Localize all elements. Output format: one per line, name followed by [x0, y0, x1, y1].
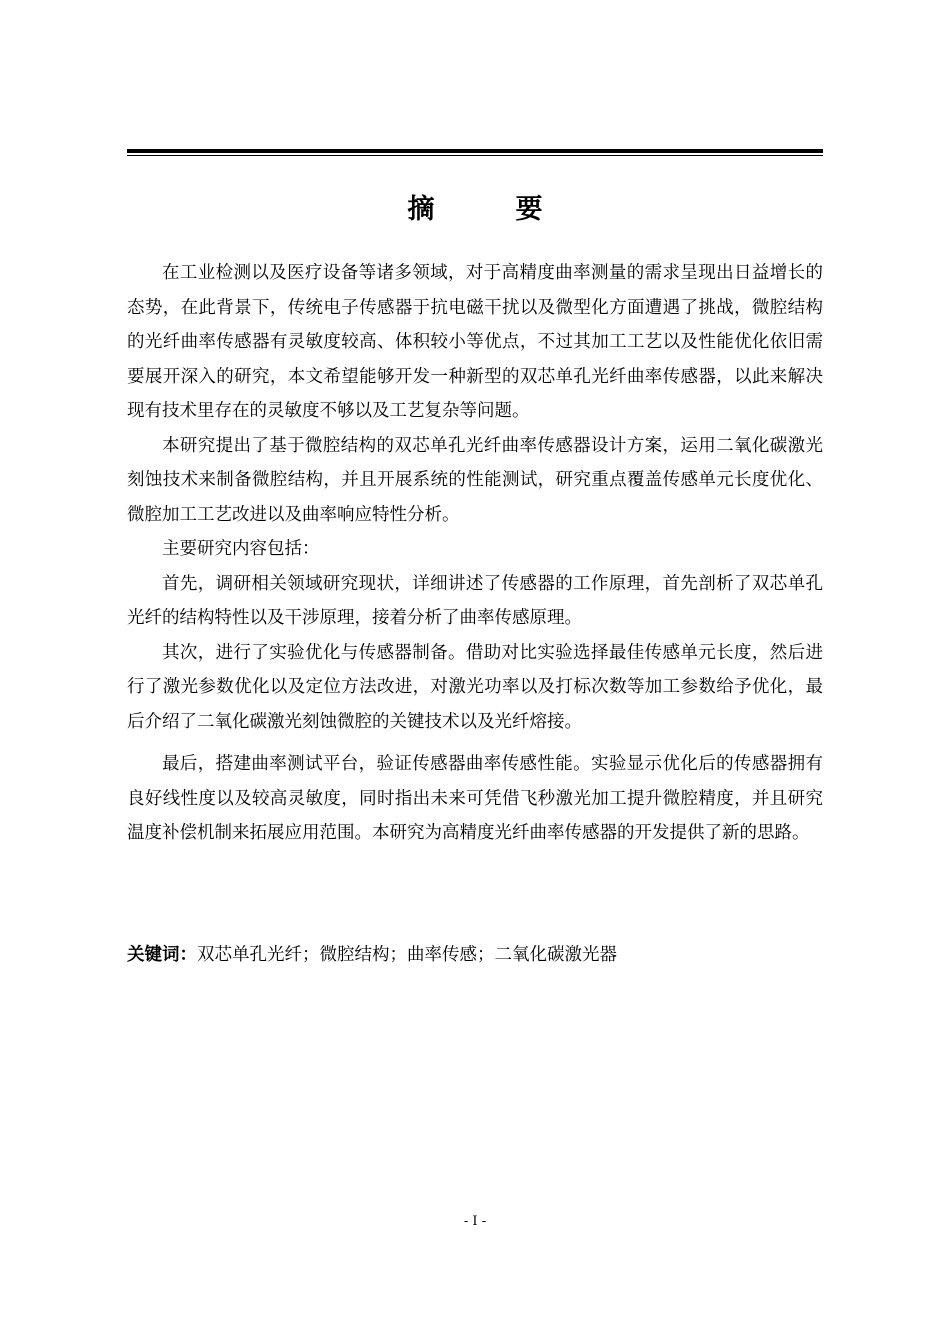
- keywords-text: 双芯单孔光纤；微腔结构；曲率传感；二氧化碳激光器: [197, 945, 617, 965]
- keywords-line: [127, 938, 823, 973]
- header-rule-thick: [127, 149, 823, 153]
- abstract-paragraph-2: 本研究提出了基于微腔结构的双芯单孔光纤曲率传感器设计方案，运用二氧化碳激光刻蚀技术来制备微腔结构，并且开展系统的性能测试，研究重点覆盖传感单元长度优化、微腔加工工艺改进以及曲率响应特性分析。: [127, 435, 823, 525]
- header-rule-thin: [127, 155, 823, 156]
- abstract-paragraph-6: 最后，搭建曲率测试平台，验证传感器曲率传感性能。实验显示优化后的传感器拥有良好线性度以及较高灵敏度，同时指出未来可凭借飞秒激光加工提升微腔精度，并且研究温度补偿机制来拓展应用范围。本研究为高精度光纤曲率传感器的开发提供了新的思路。: [127, 754, 823, 843]
- abstract-paragraph-1: 在工业检测以及医疗设备等诸多领域，对于高精度曲率测量的需求呈现出日益增长的态势，在此背景下，传统电子传感器于抗电磁干扰以及微型化方面遭遇了挑战，微腔结构的光纤曲率传感器有灵敏度较高、体积较小等优点，不过其加工工艺以及性能优化依旧需要展开深入的研究，本文希望能够开发一种新型的双芯单孔光纤曲率传感器，以此来解决现有技术里存在的灵敏度不够以及工艺复杂等问题。: [127, 263, 823, 421]
- keywords-label: 关键词：: [127, 945, 197, 965]
- page-number: - I -: [463, 1214, 487, 1229]
- abstract-paragraph-3: 主要研究内容包括：: [162, 539, 320, 559]
- abstract-body: [127, 256, 823, 851]
- abstract-paragraph-5: 其次，进行了实验优化与传感器制备。借助对比实验选择最佳传感单元长度，然后进行了激光参数优化以及定位方法改进，对激光功率以及打标次数等加工参数给予优化，最后介绍了二氧化碳激光刻蚀微腔的关键技术以及光纤熔接。: [127, 642, 823, 732]
- abstract-paragraph-4: 首先，调研相关领域研究现状，详细讲述了传感器的工作原理，首先剖析了双芯单孔光纤的结构特性以及干涉原理，接着分析了曲率传感原理。: [127, 573, 823, 628]
- page-title: 摘 要: [407, 194, 570, 225]
